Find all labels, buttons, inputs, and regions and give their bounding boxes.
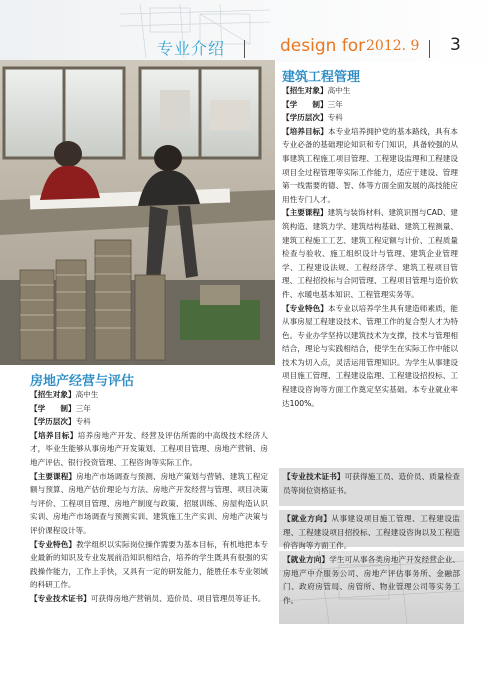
construction-management-title: 建筑工程管理 [282, 70, 361, 85]
section-title: 专业介绍 [157, 39, 226, 58]
education-level: 【学历层次】专科 [282, 113, 343, 123]
career-direction-box: 【就业方向】从事建设项目施工管理、工程建设监理、工程建设项目招投标、工程建设咨询以及工程造价咨询等方面工作。 [279, 510, 464, 547]
header-divider [429, 40, 430, 58]
classroom-photo [0, 60, 275, 365]
training-objective: 【培养目标】本专业培养拥护党的基本路线，具有本专业必备的基础理论知识和专门知识，具备较强的从事建筑工程施工项目管理、工程建设监理和工程建设项目全过程管理等实际工作能力，适应于建设、管理第一线需要的德、智、体等方面全面发展的高技能应用性专门人才。 [282, 126, 459, 204]
real-estate-program-title: 房地产经营与评估 [30, 374, 135, 389]
page-header [0, 0, 500, 62]
real-estate-career-box: 【就业方向】学生可从事各类房地产开发经营企业、房地产中介服务公司、房地产评估事务所、金融部门、政府房管局、房管所、物业管理公司等实务工作。 [279, 551, 464, 624]
header-divider [244, 40, 245, 58]
issue-date: 2012. 9 [366, 38, 420, 54]
program-features: 【专业特色】教学组织以实际岗位操作需要为基本目标，有机地把本专业最新的知识及专业发展前沿知识相结合，培养的学生既具有很强的实践操作能力，工作上手快，又具有一定的研发能力，能胜任本专业领域的科研工作。 [30, 539, 269, 590]
construction-management-body [282, 84, 458, 410]
main-courses: 【主要课程】房地产市场调查与预测、房地产策划与营销、建筑工程定额与预算、房地产估价理论与方法、房地产开发经营与管理、项目决策与评价、工程项目管理、房地产制度与政策、招展训练、房屋构造认识实训、房地产市场调查与预测实训、建筑施工生产实训、房地产决策与评价课程设计等。 [30, 471, 269, 535]
training-objective: 【培养目标】培养房地产开发、经营及评估所需的中高级技术经济人才，毕业生能够从事房地产开发策划、工程项目管理、房地产营销、房地产评估、银行投资管理、工程咨询等实际工作。 [30, 430, 268, 467]
enrollment-target: 【招生对象】高中生 [282, 86, 351, 95]
technical-certificates: 【专业技术证书】可获得房地产营销员、造价员、项目管理员等证书。 [30, 593, 266, 603]
brand-title: design for [280, 36, 366, 56]
page-number: 3 [450, 35, 461, 55]
program-duration: 【学 制】三年 [282, 99, 343, 109]
program-features: 【专业特色】本专业以培养学生具有建造师素质，能从事房屋工程建设技术、管理工作的复合型人才为特色。专业办学坚持以建筑技术为支撑，技术与管理相结合，理论与实践相结合，使学生在实际工作中能以技术为切入点，灵活运用管理知识。为学生从事建设项目施工管理、工程建设监理、工程建设招投标、工程建设咨询等方面工作奠定坚实基础。本专业就业率达100%。 [282, 303, 459, 408]
certificate-box: 【专业技术证书】可获得施工员、造价员、质量检查员等岗位资格证书。 [279, 468, 464, 506]
program-duration: 【学 制】三年 [30, 403, 91, 413]
enrollment-target: 【招生对象】高中生 [30, 390, 99, 399]
main-courses: 【主要课程】建筑与装饰材料、建筑识图与CAD、建筑构造、建筑力学、建筑结构基础、建筑工程测量、建筑工程施工工艺、建筑工程定额与计价、工程质量检查与验收、施工组织设计与管理、建筑企业管理学、工程建设法规、工程经济学、建筑工程项目管理、工程招投标与合同管理、工程项目管理与造价软件、水暖电基本知识、工程管理实务等。 [282, 208, 459, 299]
real-estate-program-body [30, 388, 268, 606]
education-level: 【学历层次】专科 [30, 417, 91, 427]
